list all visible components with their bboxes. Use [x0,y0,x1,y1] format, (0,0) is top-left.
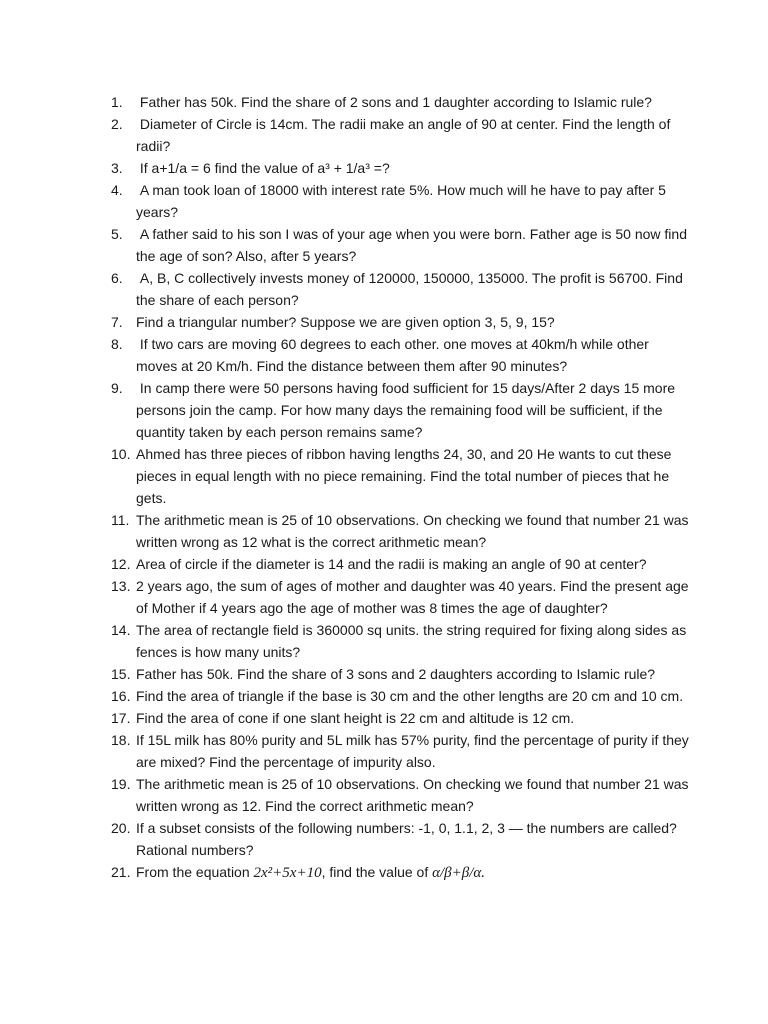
question-number: 18. [111,732,131,748]
question-number: 16. [111,688,131,704]
question-text: If 15L milk has 80% purity and 5L milk has 57% purity, find the percentage of purity if they are mixed? Find the percentage of impurity also. [136,732,693,770]
question-item-7 [111,311,691,333]
question-number: 17. [111,710,131,726]
question-number: 2. [111,116,123,132]
question-item-19 [111,773,691,817]
question-number: 19. [111,776,131,792]
question-item-21 [111,861,691,884]
question-number: 21. [111,864,131,880]
question-text-suffix: . [481,865,486,881]
question-item-12 [111,553,691,575]
question-item-8 [111,333,691,377]
question-item-2 [111,113,691,157]
question-item-9 [111,377,691,443]
question-text: Find a triangular number? Suppose we are given option 3, 5, 9, 15? [136,314,555,330]
question-text: If two cars are moving 60 degrees to each other. one moves at 40km/h while other moves at 20 Km/h. Find the distance between them after 90 minutes? [136,336,653,374]
expression-text: α/β+β/α [432,865,482,881]
question-item-14 [111,619,691,663]
question-item-3 [111,157,691,179]
question-text: The area of rectangle field is 360000 sq units. the string required for fixing along sides as fences is how many units? [136,622,691,660]
question-text: Father has 50k. Find the share of 3 sons and 2 daughters according to Islamic rule? [136,666,656,682]
question-text-prefix: From the equation [136,864,254,880]
question-number: 8. [111,336,123,352]
question-text: The arithmetic mean is 25 of 10 observations. On checking we found that number 21 was written wrong as 12 what is the correct arithmetic mean? [136,512,693,550]
question-item-5 [111,223,691,267]
question-number: 10. [111,446,131,462]
question-number: 9. [111,380,123,396]
question-list [111,91,691,884]
question-text: In camp there were 50 persons having food sufficient for 15 days/After 2 days 15 more persons join the camp. For how many days the remaining food will be sufficient, if the quantity taken by each person remains same? [136,380,679,440]
question-text: 2 years ago, the sum of ages of mother and daughter was 40 years. Find the present age of Mother if 4 years ago the age of mother was 8 times the age of daughter? [136,578,693,616]
question-text: If a+1/a = 6 find the value of a³ + 1/a³ =? [136,160,390,176]
question-number: 14. [111,622,131,638]
question-text: The arithmetic mean is 25 of 10 observations. On checking we found that number 21 was written wrong as 12. Find the correct arithmetic mean? [136,776,693,814]
question-item-17 [111,707,691,729]
question-text: If a subset consists of the following numbers: -1, 0, 1.1, 2, 3 — the numbers are called? Rational numbers? [136,820,681,858]
question-text: A man took loan of 18000 with interest rate 5%. How much will he have to pay after 5 years? [136,182,670,220]
question-item-16 [111,685,691,707]
question-text: A, B, C collectively invests money of 120000, 150000, 135000. The profit is 56700. Find the share of each person? [136,270,687,308]
question-number: 13. [111,578,131,594]
question-item-4 [111,179,691,223]
question-text: Ahmed has three pieces of ribbon having lengths 24, 30, and 20 He wants to cut these pieces in equal length with no piece remaining. Find the total number of pieces that he gets. [136,446,676,506]
question-text: Diameter of Circle is 14cm. The radii make an angle of 90 at center. Find the length of radii? [136,116,675,154]
question-item-6 [111,267,691,311]
question-text: Find the area of triangle if the base is 30 cm and the other lengths are 20 cm and 10 cm. [136,688,684,704]
question-text [136,861,691,884]
question-text: Father has 50k. Find the share of 2 sons and 1 daughter according to Islamic rule? [136,94,652,110]
question-item-11 [111,509,691,553]
question-number: 7. [111,314,123,330]
question-number: 15. [111,666,131,682]
question-number: 3. [111,160,123,176]
question-text: A father said to his son I was of your age when you were born. Father age is 50 now find the age of son? Also, after 5 years? [136,226,691,264]
question-item-15 [111,663,691,685]
question-text-middle: , find the value of [321,864,433,880]
question-text: Find the area of cone if one slant height is 22 cm and altitude is 12 cm. [136,710,575,726]
question-number: 20. [111,820,131,836]
question-number: 6. [111,270,123,286]
question-text: Area of circle if the diameter is 14 and the radii is making an angle of 90 at center? [136,556,647,572]
question-item-10 [111,443,691,509]
question-number: 12. [111,556,131,572]
question-number: 4. [111,182,123,198]
question-item-1 [111,91,691,113]
question-number: 5. [111,226,123,242]
question-number: 1. [111,94,123,110]
question-number: 11. [111,512,130,528]
question-item-20 [111,817,691,861]
question-item-18 [111,729,691,773]
equation-text: 2x²+5x+10 [253,865,322,881]
question-item-13 [111,575,691,619]
